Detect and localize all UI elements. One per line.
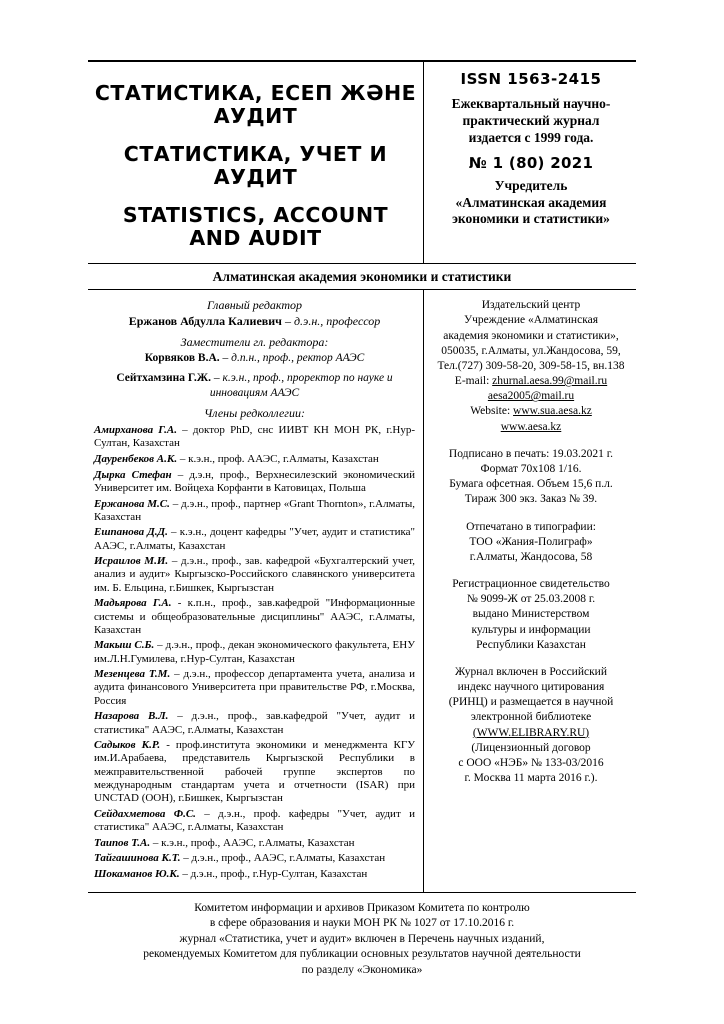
founder-line-2: экономики и статистики»: [452, 211, 610, 227]
website-link-2[interactable]: www.aesa.kz: [500, 420, 562, 433]
member-desc: - проф.института экономики и менеджмента КГУ им.И.Арабаева, представитель Кыргызской Республики в межправительственной рабочей группе экспертов по международным стандартам учета и отчетности (ISAR) при UNCTAD (ООН), г.Бишкек, Кыргызстан: [94, 739, 415, 804]
printed-at-label: Отпечатано в типографии:: [466, 520, 596, 533]
rinc-line-3: (РИНЦ) и размещается в научной: [448, 696, 614, 709]
member-desc: – д.э.н., проф., зав.кафедрой "Учет, аудит и статистика" ААЭС, г.Алматы, Казахстан: [94, 710, 415, 736]
member-name: Амирханова Г.А.: [94, 424, 177, 437]
publisher-email-line: [432, 374, 630, 389]
member-desc: – к.э.н., доцент кафедры "Учет, аудит и статистика" ААЭС, г.Алматы, Казахстан: [94, 526, 416, 552]
journal-title-ru: СТАТИСТИКА, УЧЕТ И АУДИТ: [123, 142, 388, 189]
board-member: [94, 469, 415, 495]
periodicity-line-3: издается с 1999 года.: [468, 129, 594, 145]
chief-editor-name: Ержанов Абдулла Калиевич: [128, 314, 282, 329]
member-name: Мезенцева Т.М.: [94, 668, 171, 681]
board-member: [94, 868, 415, 881]
member-name: Назарова В.Л.: [94, 710, 169, 723]
publisher-address: 050035, г.Алматы, ул.Жандосова, 59,: [441, 344, 621, 357]
founder-line-1: «Алматинская академия: [455, 194, 607, 210]
member-desc: – д.э.н., проф. кафедры "Учет, аудит и статистика" ААЭС, г.Алматы, Казахстан: [94, 807, 415, 833]
board-member: [94, 852, 415, 865]
member-name: Макыш С.Б.: [94, 639, 155, 652]
deputy-name: Сейтхамзина Г.Ж.: [116, 372, 211, 385]
members-heading: Члены редколлегии:: [204, 406, 305, 421]
board-member: [94, 453, 415, 466]
registration-line-3: выдано Министерством: [472, 608, 590, 621]
member-desc: – д.э.н, проф., Верхнеcилезский экономический Университет им. Войцеха Корфанти в Катовицах, Польша: [94, 468, 415, 494]
footer-line-1: Комитетом информации и архивов Приказом Комитета по контролю: [194, 901, 530, 914]
footer-line-5: по разделу «Экономика»: [301, 963, 423, 976]
registration-line-4: культуры и информации: [471, 623, 591, 636]
rinc-line-2: индекс научного цитирования: [457, 681, 605, 694]
member-name: Дауренбеков А.К.: [94, 452, 178, 465]
printed-at-block: [432, 520, 630, 566]
masthead-meta: [424, 62, 636, 263]
board-member: [94, 837, 415, 850]
publisher-block: [432, 298, 630, 435]
member-name: Сейдахметова Ф.С.: [94, 807, 196, 820]
registration-number: № 9099-Ж от 25.03.2008 г.: [466, 593, 596, 606]
issn-label: ISSN 1563-2415: [460, 70, 602, 88]
email-link-2[interactable]: aesa2005@mail.ru: [487, 390, 575, 403]
printing-block: [432, 447, 630, 508]
website-label: Website:: [470, 405, 514, 418]
chief-editor-role: Главный редактор: [206, 298, 303, 313]
periodicity: [430, 96, 632, 147]
rinc-line-1: Журнал включен в Российский: [454, 665, 607, 678]
member-desc: – д.э.н., проф., ААЭС, г.Алматы, Казахстан: [180, 852, 386, 865]
print-circulation: Тираж 300 экз. Заказ № 39.: [464, 493, 598, 506]
registration-block: [432, 577, 630, 653]
editorial-board: [88, 290, 424, 891]
elibrary-link[interactable]: [432, 726, 630, 741]
printing-house-name: ТОО «Жания-Полиграф»: [469, 535, 593, 548]
cover-body: [88, 290, 636, 892]
website-link-1[interactable]: www.sua.aesa.kz: [513, 405, 592, 418]
deputies-role: Заместители гл. редактора:: [180, 335, 329, 350]
board-member: [94, 668, 415, 708]
masthead-titles: [88, 62, 424, 263]
rinc-line-4: электронной библиотеке: [470, 711, 592, 724]
member-desc: – доктор PhD, снс ИИВТ КН МОН РК, г.Нур-Султан, Казахстан: [94, 424, 415, 450]
journal-title-en: STATISTICS, ACCOUNT AND AUDIT: [122, 203, 389, 250]
publisher-email-line-2: [432, 389, 630, 404]
email-label: E-mail:: [454, 375, 493, 388]
rinc-block: [432, 665, 630, 786]
deputy-rest: – д.п.н., проф., ректор ААЭС: [219, 352, 365, 365]
deputy-item: [94, 351, 415, 366]
member-name: Дырка Стефан: [94, 468, 172, 481]
print-paper: Бумага офсетная. Объем 15,6 п.л.: [449, 478, 613, 491]
board-member: [94, 498, 415, 524]
board-member: [94, 739, 415, 805]
registration-line-1: Регистрационное свидетельство: [452, 578, 610, 591]
elibrary-url[interactable]: (WWW.ELIBRARY.RU): [472, 726, 590, 739]
print-format: Формат 70х108 1/16.: [480, 463, 582, 475]
deputy-name: Корвяков В.А.: [144, 352, 220, 365]
member-name: Садыков К.Р.: [94, 739, 161, 752]
member-name: Шокаманов Ю.К.: [94, 867, 180, 880]
board-member: [94, 639, 415, 665]
footer-note: [88, 893, 636, 979]
masthead: [88, 60, 636, 264]
deputy-rest: – к.э.н., проф., проректор по науке и инновациям ААЭС: [209, 372, 393, 400]
member-name: Ержанова М.С.: [94, 497, 170, 510]
board-member: [94, 597, 415, 637]
member-desc: – д.э.н., проф., партнер «Grant Thornton», г.Алматы, Казахстан: [94, 497, 415, 523]
printing-house-address: г.Алматы, Жандосова, 58: [469, 550, 593, 563]
board-member: [94, 555, 415, 595]
journal-title-kk: СТАТИСТИКА, ЕСЕП ЖӘНЕ АУДИТ: [94, 81, 417, 128]
chief-editor-degree: – д.э.н., профессор: [281, 314, 381, 329]
board-member: [94, 526, 415, 552]
publisher-line-2: Учреждение «Алматинская: [463, 314, 598, 327]
founder-name: [430, 195, 632, 229]
publisher-line-3: академия экономики и статистики»,: [443, 329, 619, 342]
periodicity-line-1: Ежеквартальный научно-: [451, 96, 611, 111]
academy-name-bar: Алматинская академия экономики и статистики: [88, 264, 636, 290]
rinc-line-6: с ООО «НЭБ» № 133-03/2016: [458, 756, 604, 769]
footer-line-4: рекомендуемых Комитетом для публикации основных результатов научной деятельности: [143, 948, 581, 961]
member-name: Исраилов М.И.: [94, 555, 169, 568]
member-desc: – к.э.н., проф. ААЭС, г.Алматы, Казахстан: [177, 452, 379, 465]
registration-line-5: Республики Казахстан: [476, 638, 586, 651]
publisher-website-line: [432, 404, 630, 419]
rinc-line-7: г. Москва 11 марта 2016 г.).: [464, 772, 598, 785]
footer-line-3: журнал «Статистика, учет и аудит» включен в Перечень научных изданий,: [179, 932, 545, 945]
founder-label: Учредитель: [494, 177, 568, 193]
signed-to-print: Подписано в печать: 19.03.2021 г.: [448, 447, 614, 460]
board-member: [94, 710, 415, 736]
imprint-column: [424, 290, 636, 891]
issue-number: № 1 (80) 2021: [468, 153, 594, 172]
email-link-1[interactable]: zhurnal.aesa.99@mail.ru: [492, 375, 608, 388]
member-desc: - к.п.н., проф., зав.кафедрой "Информационные системы и общеобразовательные дисциплины" ААЭС, г.Алматы, Казахстан: [94, 597, 415, 636]
member-desc: – к.э.н., проф., ААЭС, г.Алматы, Казахстан: [150, 836, 355, 849]
publisher-line-1: Издательский центр: [481, 299, 581, 312]
member-name: Тайгашинова К.Т.: [94, 852, 181, 865]
publisher-phone: Тел.(727) 309-58-20, 309-58-15, вн.138: [437, 359, 625, 372]
member-desc: – д.э.н., проф., декан экономического факультета, ЕНУ им.Л.Н.Гумилева, г.Нур-Султан, Казахстан: [94, 639, 415, 665]
member-name: Ешпанова Д.Д.: [94, 526, 168, 539]
rinc-line-5: (Лицензионный договор: [471, 741, 591, 754]
deputy-item: [94, 371, 415, 401]
chief-editor: [94, 314, 415, 329]
journal-cover-page: [88, 60, 636, 978]
member-name: Таипов Т.А.: [94, 836, 151, 849]
member-name: Мадьярова Г.А.: [94, 597, 172, 610]
member-desc: – д.э.н., проф., г.Нур-Султан, Казахстан: [179, 867, 368, 880]
periodicity-line-2: практический журнал: [462, 112, 600, 128]
publisher-website-line-2: [432, 420, 630, 435]
member-desc: – д.э.н., профессор департамента учета, анализа и аудита финансового Университета при правительстве РФ, г.Москва, Россия: [94, 668, 415, 707]
member-desc: – д.э.н., проф., зав. кафедрой «Бухгалтерский учет, анализ и аудит» Кыргызско-Российского славянского университета им. Б. Ельцина, г.Бишкек, Кыргызстан: [94, 555, 416, 594]
board-member: [94, 808, 415, 834]
footer-line-2: в сфере образования и науки МОН РК № 1027 от 17.10.2016 г.: [209, 917, 515, 930]
board-member: [94, 424, 415, 450]
